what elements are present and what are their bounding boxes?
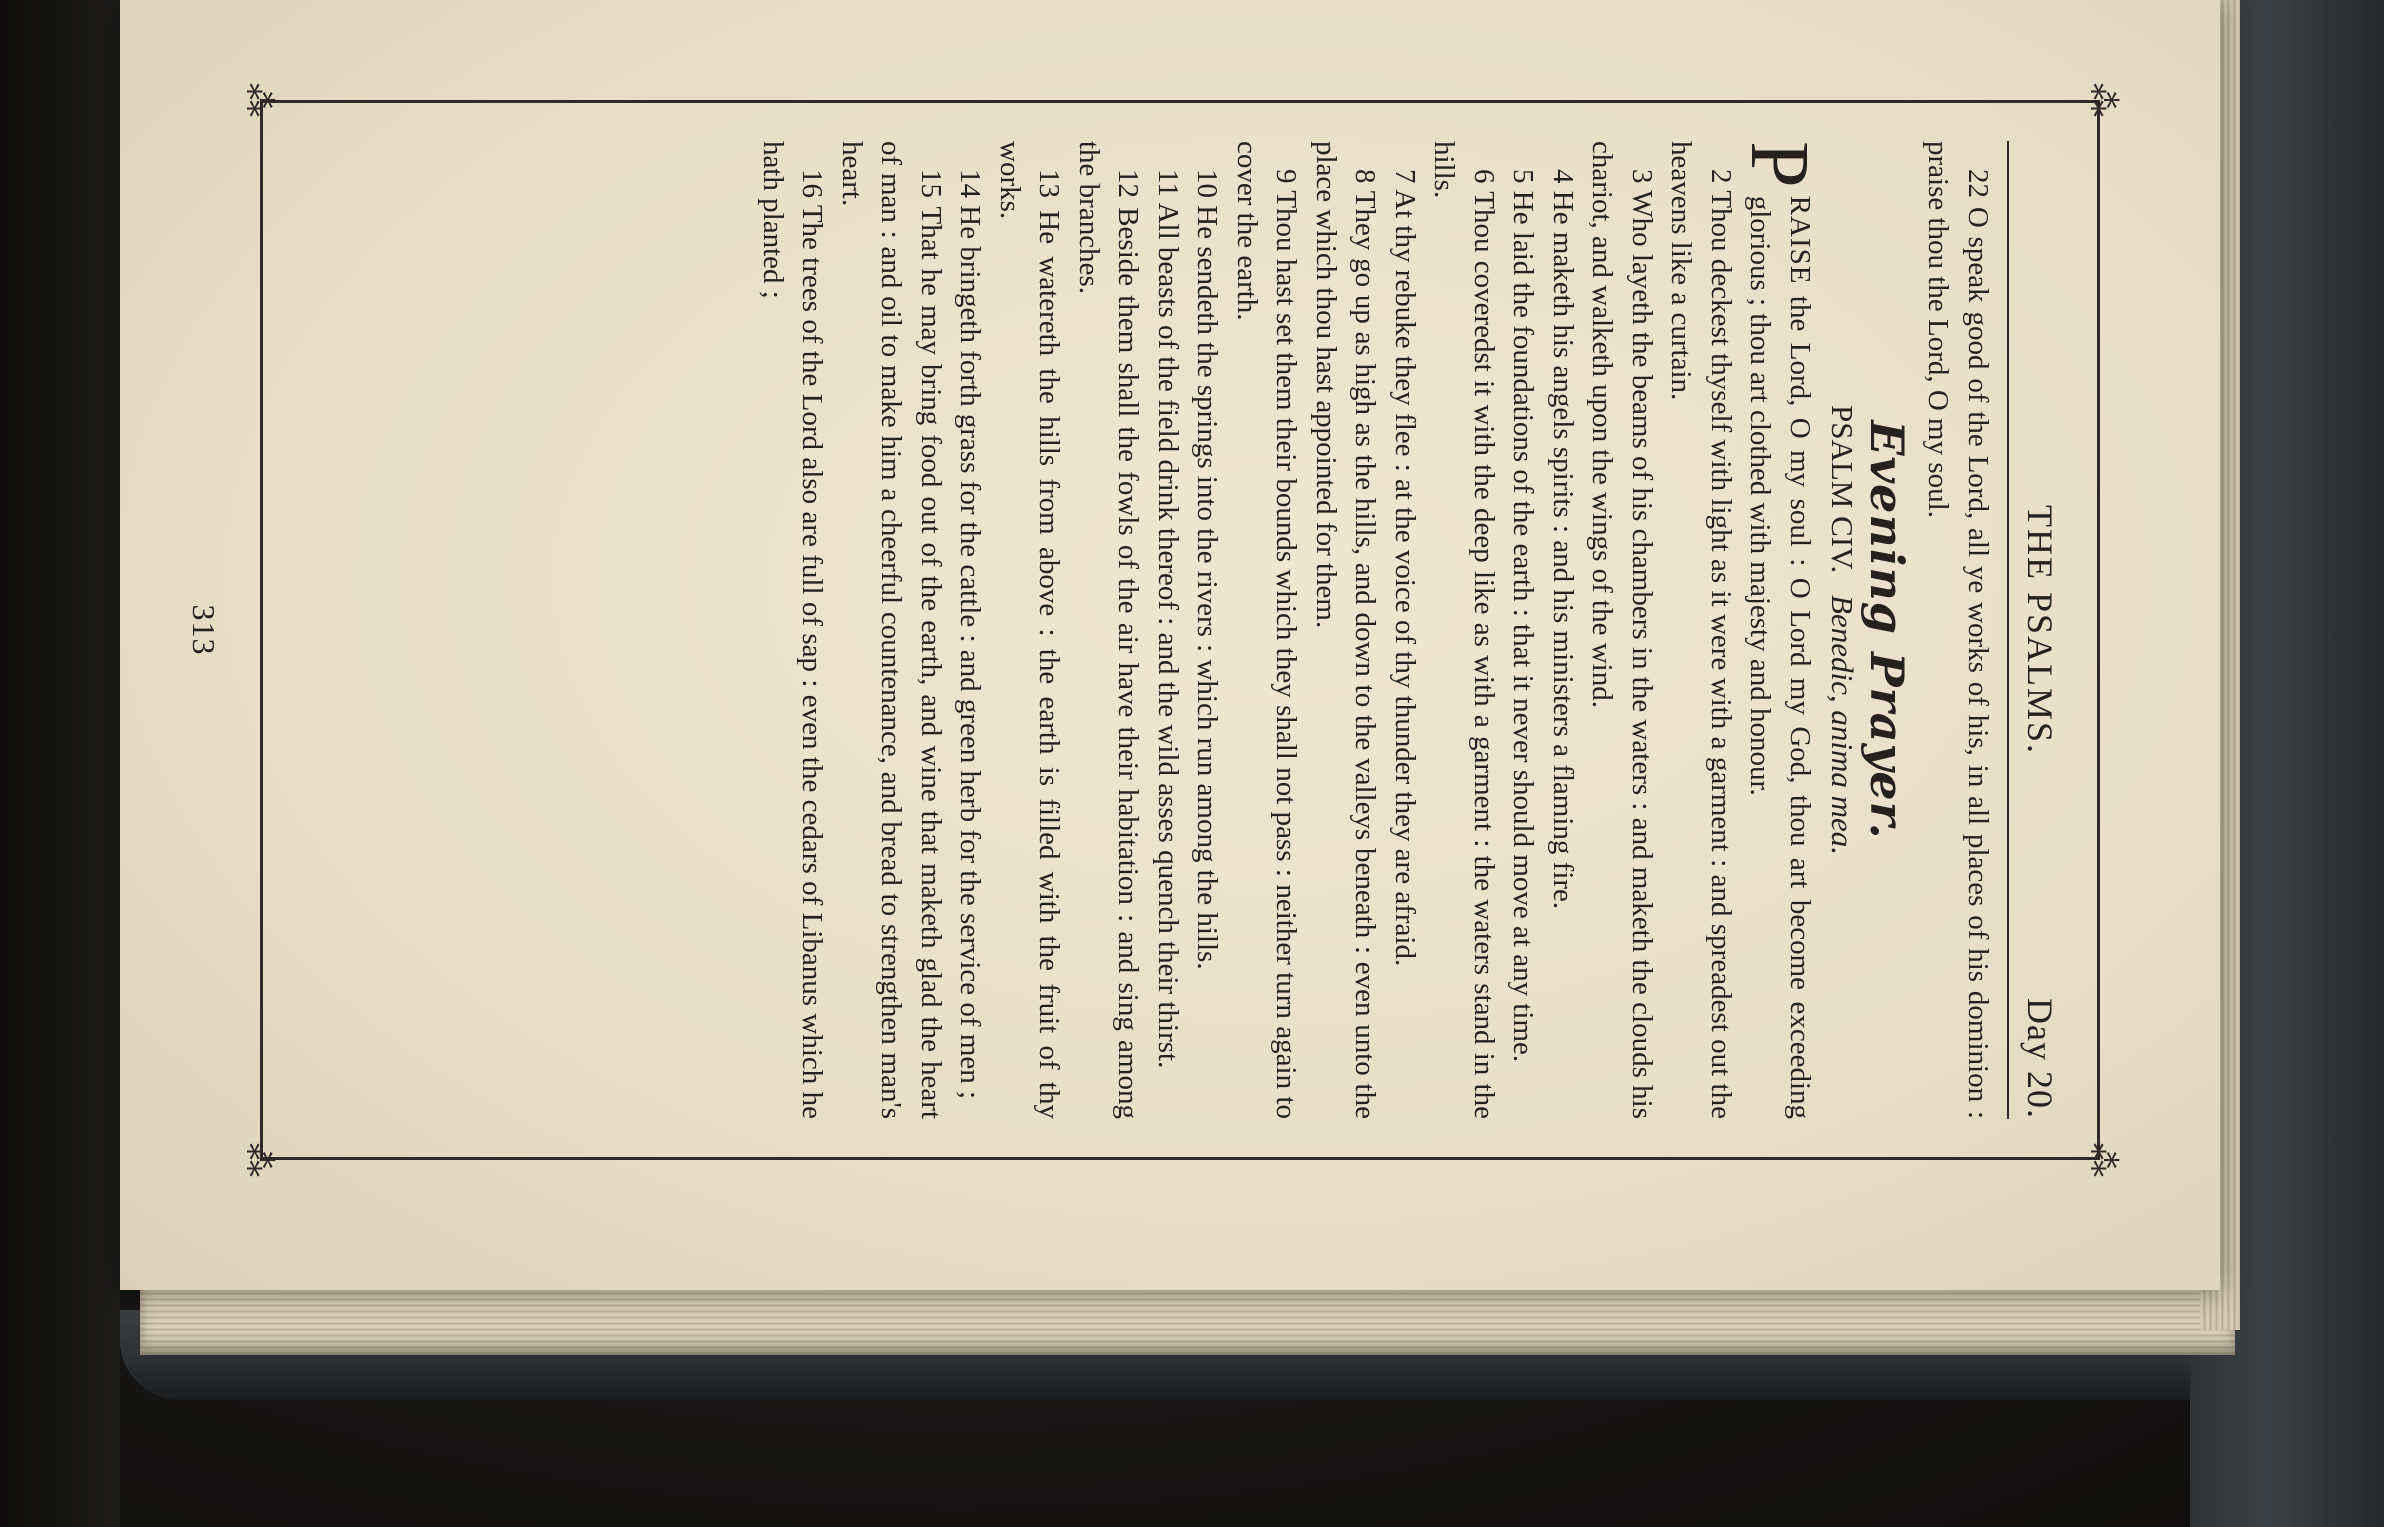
running-header: [2019, 141, 2061, 1119]
text-frame: [186, 83, 2121, 1177]
header-rule: [2007, 141, 2009, 1119]
verse: 13 He watereth the hills from above : the earth is filled with the fruit of thy works.: [994, 141, 1066, 1119]
verse: 8 They go up as high as the hills, and down to the valleys beneath : even unto the place which thou hast appointed for them.: [1310, 141, 1382, 1119]
verse: 7 At thy rebuke they flee : at the voice of thy thunder they are afraid.: [1389, 169, 1421, 967]
verse: 9 Thou hast set them their bounds which they shall not pass : neither turn again to cover the earth.: [1231, 141, 1303, 1119]
corner-ornament-icon: ⁂: [240, 1143, 277, 1177]
psalm-number: PSALM CIV.: [1825, 405, 1861, 574]
verse: 4 He maketh his angels spirits : and his ministers a flaming fire.: [1547, 169, 1579, 910]
psalm-heading: [1823, 141, 1863, 1119]
text-frame-container: [186, 83, 2121, 1177]
service-title: Evening Prayer.: [1860, 420, 1914, 840]
first-verse: [1733, 141, 1826, 1119]
verse: 14 He bringeth forth grass for the cattle : and green herb for the service of men ;: [954, 169, 987, 1100]
corner-ornament-icon: ⁂: [2084, 83, 2121, 117]
verse: 5 He laid the foundations of the earth : that it never should move at any time.: [1507, 169, 1540, 1063]
verse: 10 He sendeth the springs into the rivers : which run among the hills.: [1191, 169, 1224, 970]
day-label: Day 20.: [2020, 998, 2060, 1119]
verse: 15 That he may bring food out of the earth, and wine that maketh glad the heart of man : and oil to make him a cheerful countenance, and bread to strengthen man's heart.: [836, 141, 947, 1119]
first-verse-text: the Lord, O my soul : O Lord my God, thou art become exceeding glorious ; thou art clothed with majesty and honour.: [1744, 195, 1816, 1119]
page-number: 313: [186, 604, 222, 656]
psalm-text: [753, 141, 1998, 1119]
verse: 2 Thou deckest thyself with light as it were with a garment : and spreadest out the heavens like a curtain.: [1665, 141, 1737, 1119]
first-word: RAISE: [1784, 195, 1816, 285]
drop-cap: P: [1733, 141, 1826, 188]
verse: 22 O speak good of the Lord, all ye works of his, in all places of his dominion : praise thou the Lord, O my soul.: [1922, 141, 1994, 1119]
corner-ornament-icon: ⁂: [240, 83, 277, 117]
verse: 16 The trees of the Lord also are full of sap : even the cedars of Libanus which he hath planted ;: [757, 141, 829, 1119]
verse: 6 Thou coveredst it with the deep like as with a garment : the waters stand in the hills.: [1428, 141, 1500, 1119]
verse: 11 All beasts of the field drink thereof : and the wild asses quench their thirst.: [1152, 169, 1184, 1069]
corner-ornament-icon: ⁂: [2084, 1143, 2121, 1177]
running-title: THE PSALMS.: [2020, 504, 2060, 756]
verse: 3 Who layeth the beams of his chambers in the waters : and maketh the clouds his chariot, and walketh upon the wings of the wind.: [1586, 141, 1658, 1119]
background-left: [0, 0, 120, 1527]
psalm-incipit: Benedic, anima mea.: [1825, 595, 1861, 855]
verse: 12 Beside them shall the fowls of the air have their habitation : and sing among the branches.: [1073, 141, 1145, 1119]
